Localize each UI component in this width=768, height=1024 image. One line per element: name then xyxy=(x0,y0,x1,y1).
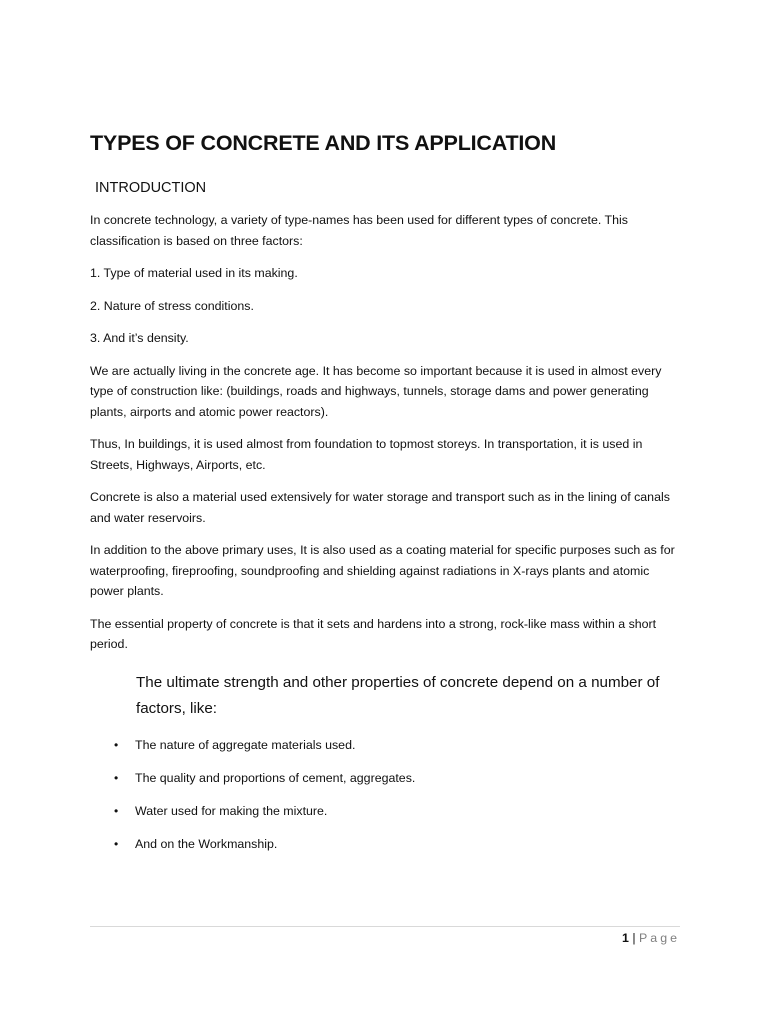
list-item xyxy=(90,768,680,788)
paragraph: 3. And it’s density. xyxy=(90,331,189,345)
paragraph: Concrete is also a material used extensively for water storage and transport such as in the lining of canals and water reservoirs. xyxy=(90,490,670,525)
list-item-text: Water used for making the mixture. xyxy=(135,803,328,818)
list-item-text: The nature of aggregate materials used. xyxy=(135,737,356,752)
page-separator: | xyxy=(632,931,636,945)
page-number-label xyxy=(622,929,680,947)
bullet-icon: • xyxy=(114,737,119,752)
bullet-icon: • xyxy=(114,836,119,851)
bullet-icon: • xyxy=(114,803,119,818)
paragraph: In addition to the above primary uses, It is also used as a coating material for specific purposes such as for waterproofing, fireproofing, soundproofing and shielding against radiations in X-rays plants and atomic power plants. xyxy=(90,543,675,598)
list-item-text: The quality and proportions of cement, aggregates. xyxy=(135,770,416,785)
bullet-icon: • xyxy=(114,770,119,785)
page-content xyxy=(90,125,680,867)
paragraph: 1. Type of material used in its making. xyxy=(90,266,298,280)
page-word: Page xyxy=(639,931,680,945)
list-item xyxy=(90,735,680,755)
paragraph: Thus, In buildings, it is used almost from foundation to topmost storeys. In transportation, it is used in Streets, Highways, Airports, etc. xyxy=(90,437,643,472)
paragraph: We are actually living in the concrete age. It has become so important because it is used in almost every type of construction like: (buildings, roads and highways, tunnels, storage dams and power generating plants, airports and atomic power reactors). xyxy=(90,363,662,419)
paragraph: In concrete technology, a variety of type-names has been used for different types of concrete. This classification is based on three factors: xyxy=(90,213,628,248)
page-number: 1 xyxy=(622,931,629,945)
factors-bullet-list xyxy=(90,735,680,854)
paragraph: 2. Nature of stress conditions. xyxy=(90,298,254,313)
paragraph: The essential property of concrete is that it sets and hardens into a strong, rock-like mass within a short period. xyxy=(90,616,657,651)
list-item xyxy=(90,801,680,821)
section-heading-introduction: INTRODUCTION xyxy=(95,180,207,196)
list-item xyxy=(90,834,680,854)
page-footer xyxy=(90,926,680,951)
document-title: TYPES OF CONCRETE AND ITS APPLICATION xyxy=(90,131,557,155)
factors-lead-text: The ultimate strength and other properties of concrete depend on a number of factors, like: xyxy=(136,673,660,717)
list-item-text: And on the Workmanship. xyxy=(135,836,278,851)
